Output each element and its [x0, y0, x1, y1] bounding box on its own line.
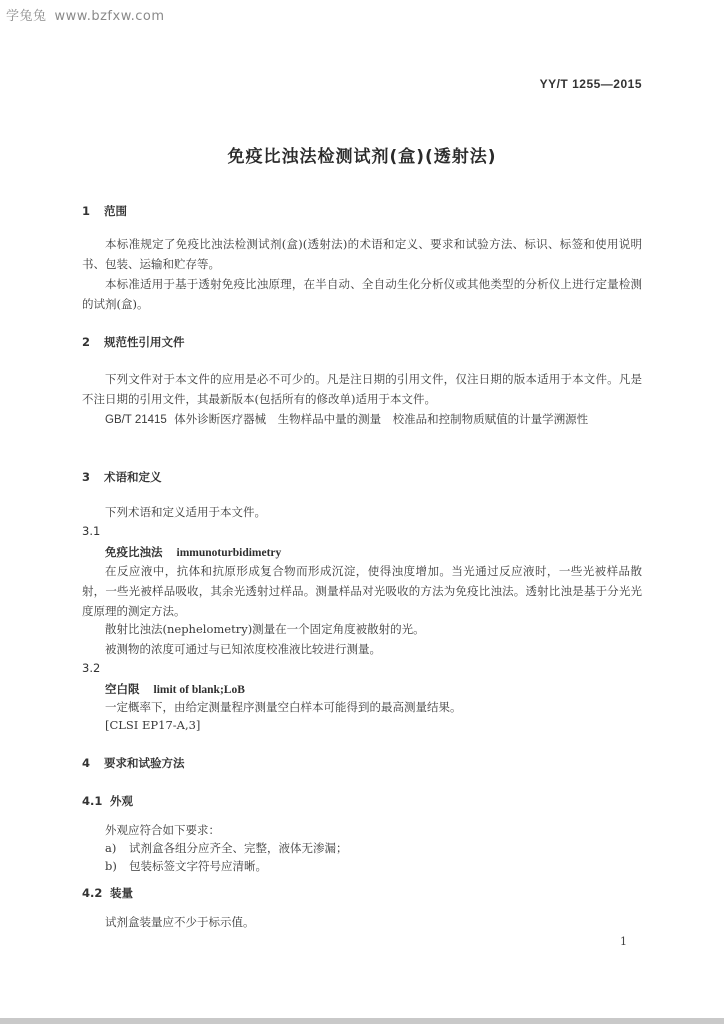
- reference-entry: [82, 409, 642, 430]
- section-3-heading: [82, 469, 162, 485]
- list-text: 试剂盒各组分应齐全、完整，液体无渗漏；: [129, 841, 348, 855]
- subsection-title: 外观: [110, 794, 133, 808]
- subsection-number: 4.1: [82, 794, 103, 808]
- paragraph: 本标准规定了免疫比浊法检测试剂(盒)(透射法)的术语和定义、要求和试验方法、标识、标签和使用说明书、包装、运输和贮存等。: [82, 237, 642, 271]
- page-number: 1: [620, 935, 627, 948]
- term-en: limit of blank;LoB: [153, 684, 245, 696]
- watermark: [6, 5, 173, 24]
- reference-code: GB/T 21415: [105, 414, 167, 426]
- watermark-url: www.bzfxw.com: [54, 9, 165, 24]
- subsection-number: 4.2: [82, 886, 103, 900]
- section-number: 3: [82, 470, 91, 484]
- paragraph: 本标准适用于基于透射免疫比浊原理，在半自动、全自动生化分析仪或其他类型的分析仪上进行定量检测的试剂(盒)。: [82, 277, 642, 311]
- term-cn: 空白限: [105, 682, 140, 696]
- clause-number: 3.2: [82, 661, 101, 675]
- term-definition: 一定概率下，由给定测量程序测量空白样本可能得到的最高测量结果。: [105, 700, 462, 714]
- section-2-heading: [82, 334, 185, 350]
- page-bottom-edge: [0, 1018, 724, 1024]
- standard-code: YY/T 1255—2015: [539, 77, 642, 91]
- paragraph: 下列文件对于本文件的应用是必不可少的。凡是注日期的引用文件，仅注日期的版本适用于本文件。凡是不注日期的引用文件，其最新版本(包括所有的修改单)适用于本文件。: [82, 372, 642, 406]
- list-item: [105, 840, 348, 856]
- paragraph: 外观应符合如下要求：: [105, 823, 220, 837]
- paragraph: 下列术语和定义适用于本文件。: [105, 505, 266, 519]
- section-1-heading: [82, 203, 127, 219]
- list-marker: b): [105, 859, 117, 873]
- term-note: 被测物的浓度可通过与已知浓度校准液比较进行测量。: [105, 642, 381, 656]
- document-title: 免疫比浊法检测试剂(盒)(透射法): [227, 147, 497, 167]
- subsection-4-2-heading: [82, 885, 133, 901]
- subsection-title: 装量: [110, 886, 133, 900]
- reference-title: 体外诊断医疗器械 生物样品中量的测量 校准品和控制物质赋值的计量学溯源性: [174, 412, 589, 426]
- clause-number: 3.1: [82, 524, 101, 538]
- term-heading: [105, 544, 281, 560]
- section-title: 术语和定义: [104, 470, 162, 484]
- watermark-site-name: 学兔兔: [6, 9, 47, 24]
- list-marker: a): [105, 841, 117, 855]
- term-cn: 免疫比浊法: [105, 545, 163, 559]
- term-source: [CLSI EP17-A,3]: [105, 718, 201, 732]
- subsection-4-1-heading: [82, 793, 133, 809]
- section-4-heading: [82, 755, 185, 771]
- term-heading: [105, 681, 245, 697]
- list-text: 包装标签文字符号应清晰。: [129, 859, 267, 873]
- term-definition: 在反应液中，抗体和抗原形成复合物而形成沉淀，使得浊度增加。当光通过反应液时，一些光被样品散射，一些光被样品吸收，其余光透射过样品。测量样品对光吸收的方法为免疫比浊法。透射比浊是基于分光光度原理的测定方法。: [82, 564, 642, 618]
- term-en: immunoturbidimetry: [176, 547, 282, 559]
- section-title: 规范性引用文件: [104, 335, 185, 349]
- section-title: 要求和试验方法: [104, 756, 185, 770]
- section-number: 4: [82, 756, 91, 770]
- section-number: 2: [82, 335, 91, 349]
- term-note: 散射比浊法(nephelometry)测量在一个固定角度被散射的光。: [105, 622, 425, 636]
- list-item: [105, 858, 267, 874]
- paragraph: 试剂盒装量应不少于标示值。: [105, 915, 255, 929]
- section-number: 1: [82, 204, 91, 218]
- section-title: 范围: [104, 204, 127, 218]
